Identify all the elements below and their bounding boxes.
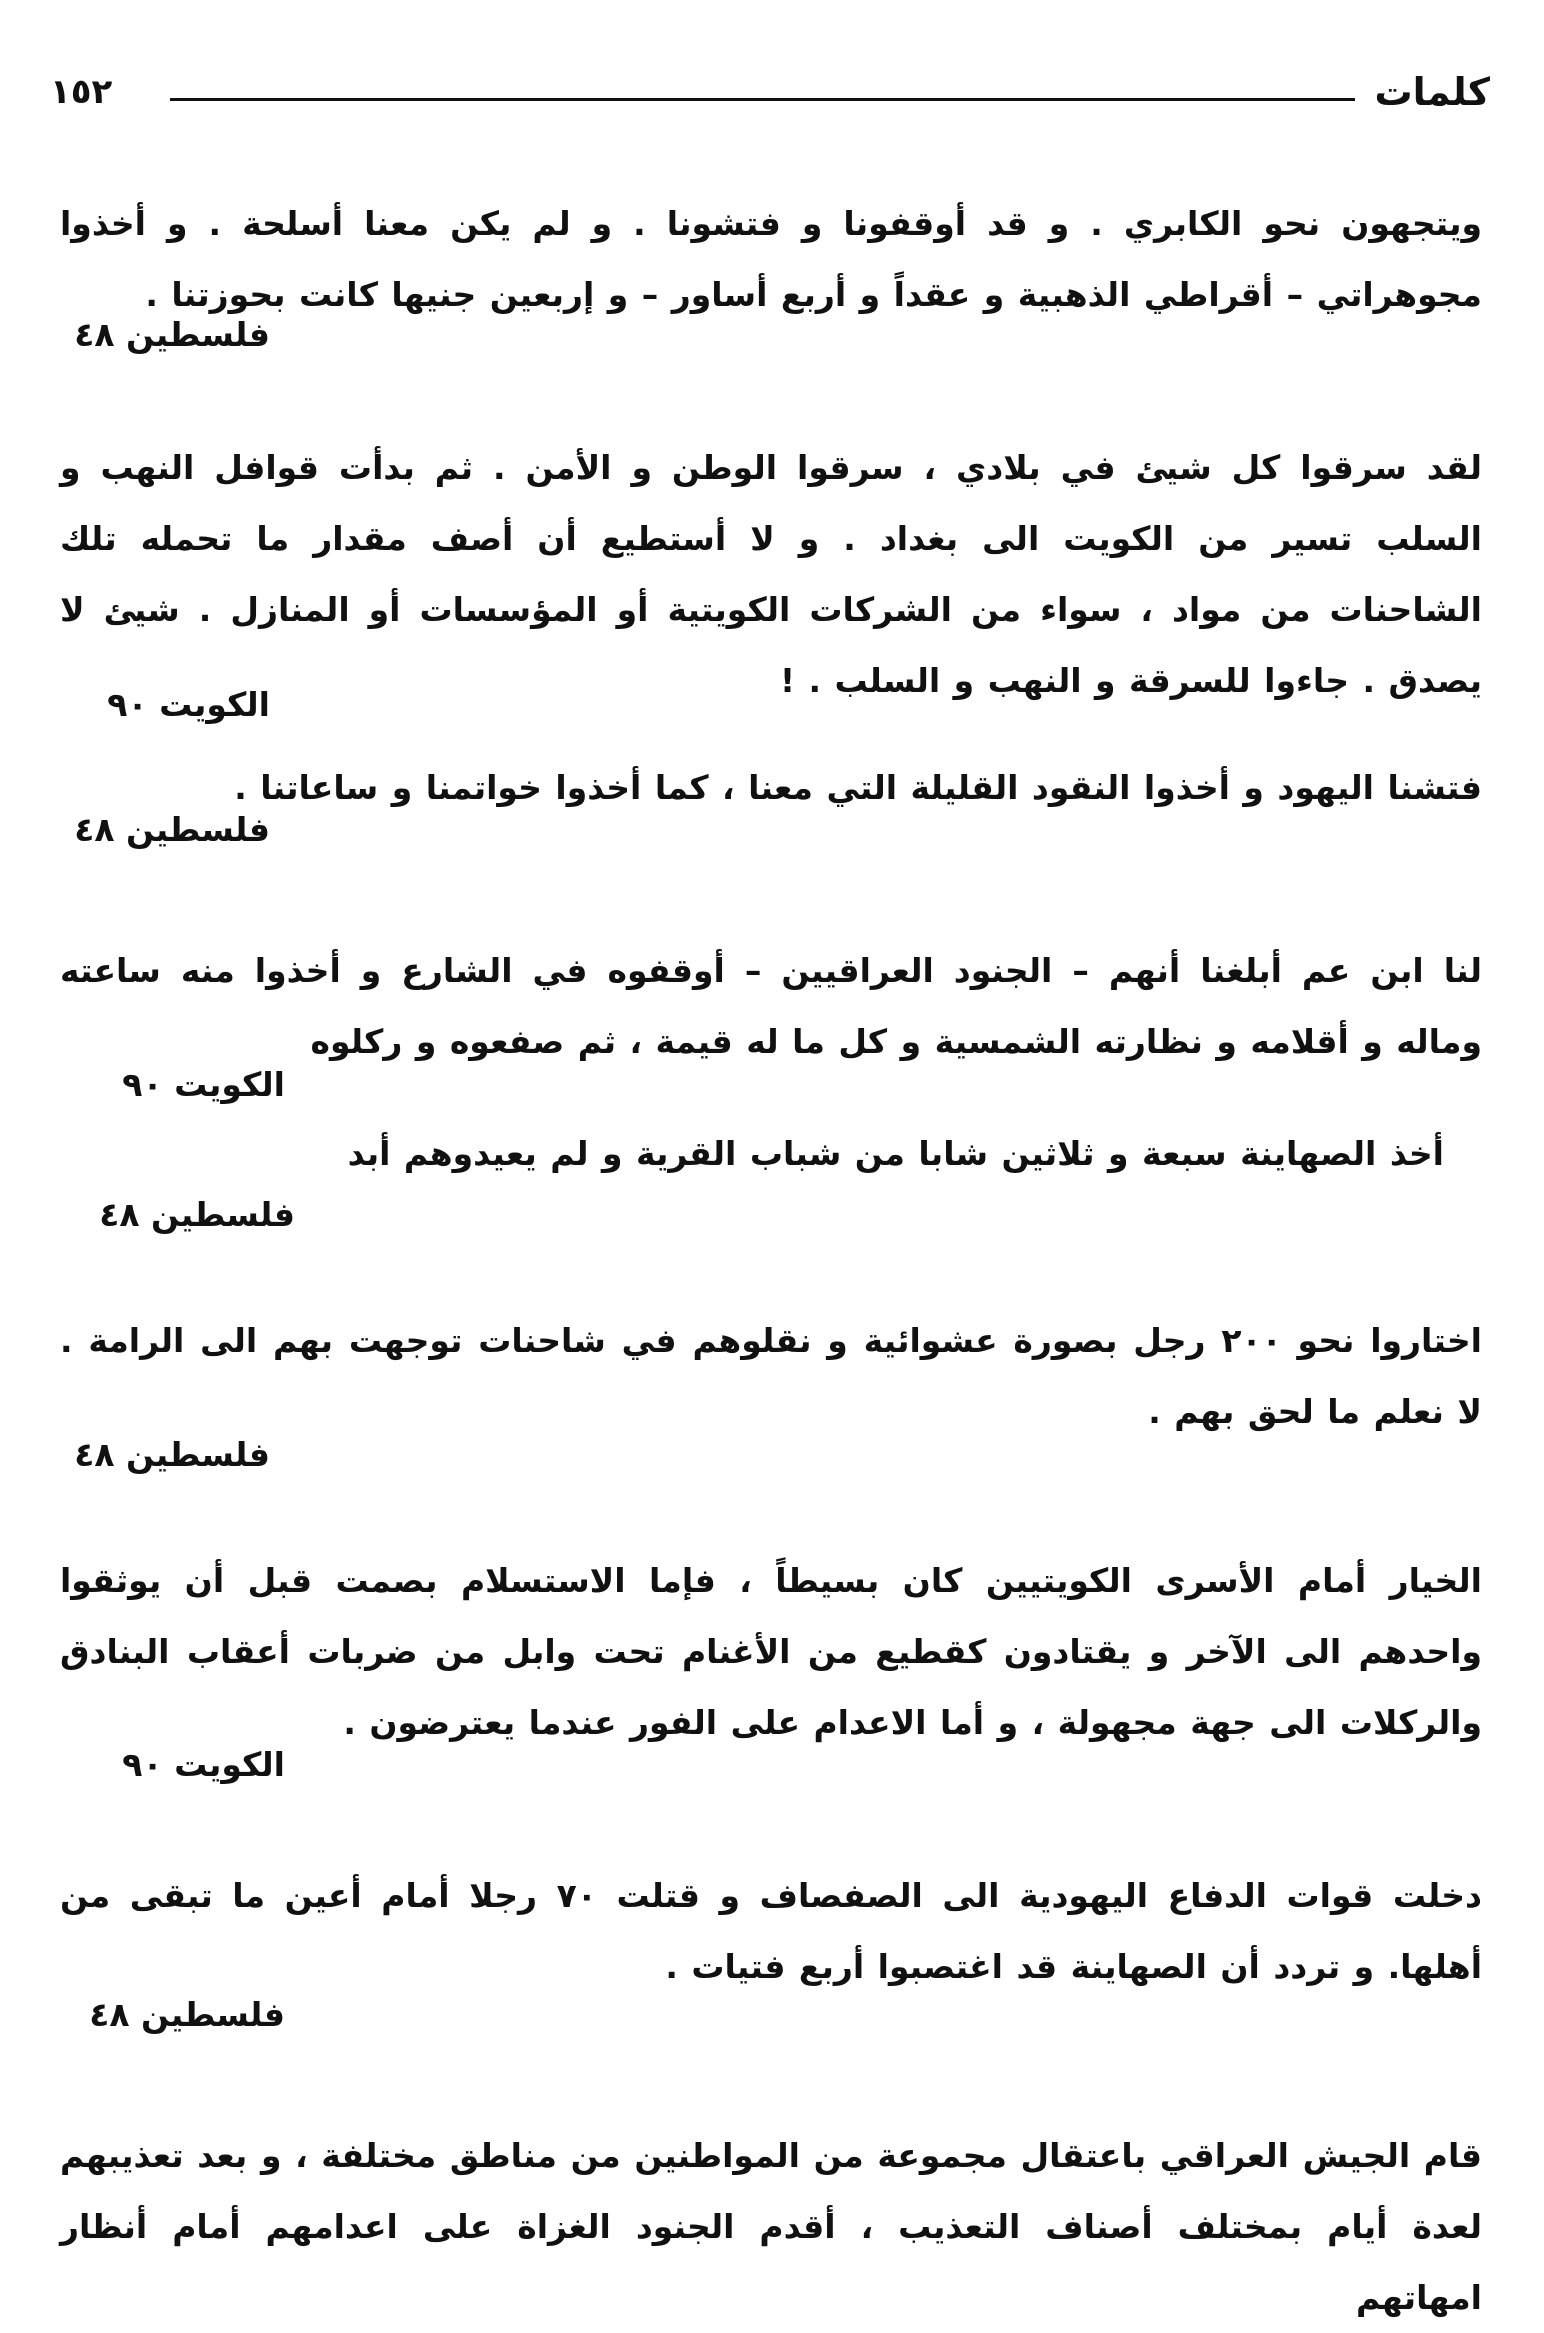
page-number: ١٥٢ [50, 72, 113, 112]
quote-source: فلسطين ٤٨ [74, 1435, 270, 1474]
quote-paragraph: لنا ابن عم أبلغنا أنهم – الجنود العراقيين – أوقفوه في الشارع و أخذوا منه ساعته وماله و أقلامه و نظارته الشمسية و كل ما له قيمة ، ثم صفعوه و ركلوه [60, 951, 1482, 1061]
quote-paragraph: لقد سرقوا كل شيئ في بلادي ، سرقوا الوطن و الأمن . ثم بدأت قوافل النهب و السلب تسير من الكويت الى بغداد . و لا أستطيع أن أصف مقدار ما تحمله تلك الشاحنات من مواد ، سواء من الشركات الكويتية أو المؤسسات أو المنازل . شيئ لا يصدق . جاءوا للسرقة و النهب و السلب . ! [60, 448, 1482, 700]
quote-paragraph: أخذ الصهاينة سبعة و ثلاثين شابا من شباب القرية و لم يعيدوهم أبد [347, 1134, 1444, 1173]
quote-source: فلسطين ٤٨ [74, 315, 270, 354]
quote-source: فلسطين ٤٨ [74, 810, 270, 849]
running-title: كلمات [1374, 70, 1490, 114]
quote-paragraph: قام الجيش العراقي باعتقال مجموعة من المواطنين من مناطق مختلفة ، و بعد تعذيبهم لعدة أيام بمختلف أصناف التعذيب ، أقدم الجنود الغزاة على اعدامهم أمام أنظار امهاتهم [60, 2136, 1482, 2317]
quote-paragraph: دخلت قوات الدفاع اليهودية الى الصفصاف و قتلت ٧٠ رجلا أمام أعين ما تبقى من أهلها. و تردد أن الصهاينة قد اغتصبوا أربع فتيات . [60, 1876, 1482, 1986]
quote-source: الكويت ٩٠ [107, 685, 270, 724]
quote-paragraph: ويتجهون نحو الكابري . و قد أوقفونا و فتشونا . و لم يكن معنا أسلحة . و أخذوا مجوهراتي – أقراطي الذهبية و عقداً و أربع أساور – و إربعين جنيها كانت بحوزتنا . [60, 204, 1482, 314]
quote-source: الكويت ٩٠ [122, 1065, 285, 1104]
quote-source: الكويت ٩٠ [122, 1745, 285, 1784]
quote-paragraph: الخيار أمام الأسرى الكويتيين كان بسيطاً ، فإما الاستسلام بصمت قبل أن يوثقوا واحدهم الى الآخر و يقتادون كقطيع من الأغنام تحت وابل من ضربات أعقاب البنادق والركلات الى جهة مجهولة ، و أما الاعدام على الفور عندما يعترضون . [60, 1561, 1482, 1742]
quote-paragraph: اختاروا نحو ٢٠٠ رجل بصورة عشوائية و نقلوهم في شاحنات توجهت بهم الى الرامة . لا نعلم ما لحق بهم . [60, 1321, 1482, 1431]
quote-source: فلسطين ٤٨ [89, 1995, 285, 2034]
quote-source: فلسطين ٤٨ [99, 1195, 295, 1234]
quote-paragraph: فتشنا اليهود و أخذوا النقود القليلة التي معنا ، كما أخذوا خواتمنا و ساعاتنا . [234, 768, 1482, 807]
